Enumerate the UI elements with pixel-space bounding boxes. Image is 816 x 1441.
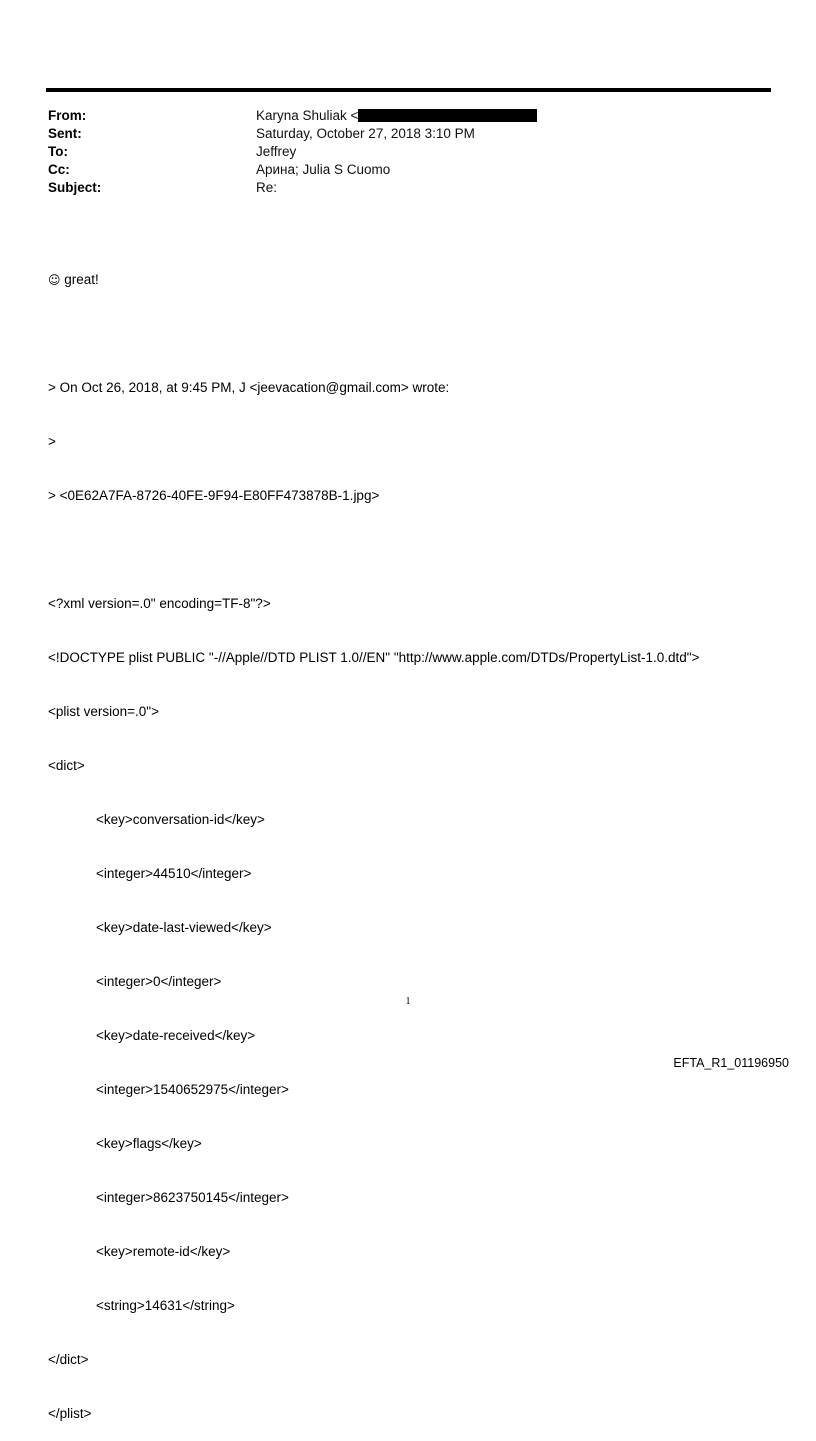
dict-entry: <key>conversation-id</key> — [96, 812, 265, 827]
quoted-line: > — [48, 434, 56, 449]
sent-row — [48, 125, 537, 143]
dict-entry: <key>date-last-viewed</key> — [96, 920, 272, 935]
dict-entry: <key>remote-id</key> — [96, 1244, 231, 1259]
dict-entry: <integer>8623750145</integer> — [96, 1190, 289, 1205]
to-label: To: — [48, 144, 68, 159]
from-label: From: — [48, 108, 87, 123]
redaction-bar — [358, 109, 537, 122]
to-row — [48, 143, 537, 161]
from-row — [48, 107, 537, 125]
cc-label: Cc: — [48, 162, 70, 177]
subject-row — [48, 179, 537, 197]
subject-value: Re: — [256, 180, 278, 195]
cc-value: Арина; Julia S Cuomo — [256, 162, 391, 177]
reply-line — [48, 271, 699, 289]
email-body — [48, 235, 699, 1441]
to-value: Jeffrey — [256, 144, 297, 159]
from-value — [256, 107, 537, 125]
sent-value: Saturday, October 27, 2018 3:10 PM — [256, 126, 475, 141]
dict-entry: <string>14631</string> — [96, 1298, 235, 1313]
quoted-line: > <0E62A7FA-8726-40FE-9F94-E80FF473878B-1.jpg> — [48, 488, 380, 503]
dict-entry: <integer>1540652975</integer> — [96, 1082, 289, 1097]
subject-label: Subject: — [48, 180, 102, 195]
quoted-line: > On Oct 26, 2018, at 9:45 PM, J <jeevacation@gmail.com> wrote: — [48, 380, 450, 395]
reply-text: great! — [60, 272, 99, 287]
plist-line: <plist version=.0"> — [48, 704, 159, 719]
dict-entry: <integer>0</integer> — [96, 974, 222, 989]
plist-line: </dict> — [48, 1352, 89, 1367]
plist-line: <?xml version=.0" encoding=TF-8"?> — [48, 596, 271, 611]
plist-line: <!DOCTYPE plist PUBLIC "-//Apple//DTD PLIST 1.0//EN" "http://www.apple.com/DTDs/PropertyList-1.0.dtd"> — [48, 650, 700, 665]
header-rule — [46, 88, 771, 92]
spacer — [48, 325, 699, 343]
bates-number: EFTA_R1_01196950 — [673, 1056, 789, 1070]
dict-entry: <key>date-received</key> — [96, 1028, 256, 1043]
from-name: Karyna Shuliak < — [256, 108, 359, 123]
smiley-icon: ☺ — [48, 273, 61, 287]
email-header — [48, 107, 537, 197]
spacer — [48, 541, 699, 559]
plist-line: </plist> — [48, 1406, 92, 1421]
page-number: 1 — [405, 996, 411, 1007]
plist-line: <dict> — [48, 758, 85, 773]
sent-label: Sent: — [48, 126, 82, 141]
dict-entry: <integer>44510</integer> — [96, 866, 252, 881]
dict-entry: <key>flags</key> — [96, 1136, 202, 1151]
cc-row — [48, 161, 537, 179]
